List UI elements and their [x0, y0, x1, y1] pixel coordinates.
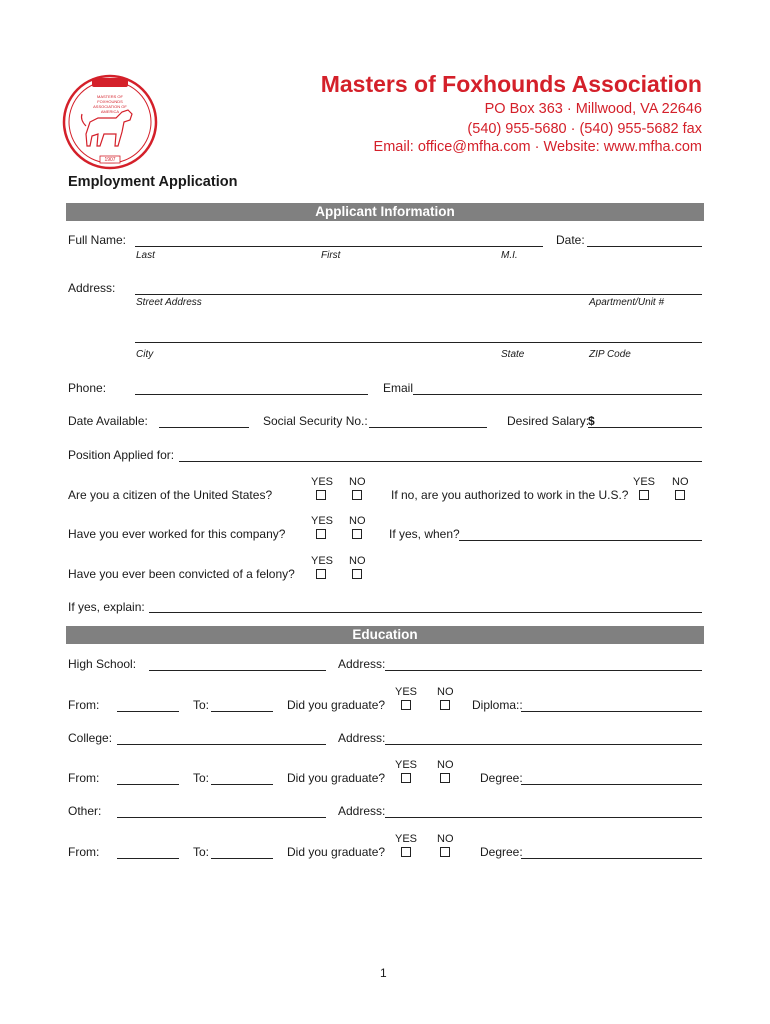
- felony-no-label: NO: [349, 555, 366, 567]
- authorized-yes-checkbox[interactable]: [639, 490, 649, 500]
- felony-question: Have you ever been convicted of a felony?: [68, 567, 295, 581]
- other-from-label: From:: [68, 845, 100, 859]
- salary-label: Desired Salary:: [507, 414, 590, 428]
- high-school-address-label: Address:: [338, 657, 386, 671]
- section-bar-education: [66, 626, 704, 644]
- section-title-applicant: Applicant Information: [315, 204, 455, 219]
- org-name: Masters of Foxhounds Association: [320, 71, 702, 97]
- street-address-hint: Street Address: [136, 297, 202, 308]
- college-grad-yes-label: YES: [395, 759, 418, 771]
- when-label: If yes, when?: [389, 527, 460, 541]
- citizen-question: Are you a citizen of the United States?: [68, 488, 273, 502]
- form-title: Employment Application: [68, 174, 238, 190]
- other-school-field[interactable]: [117, 817, 326, 818]
- college-label: College:: [68, 731, 113, 745]
- college-to-label: To:: [193, 771, 210, 785]
- full-name-label: Full Name:: [68, 233, 127, 247]
- other-label: Other:: [68, 804, 102, 818]
- full-name-field[interactable]: [135, 246, 543, 247]
- high-school-address-field[interactable]: [385, 670, 702, 671]
- worked-no-label: NO: [349, 515, 366, 527]
- seal-logo-icon: [62, 74, 158, 170]
- worked-yes-checkbox[interactable]: [316, 529, 326, 539]
- page-number: 1: [380, 966, 387, 980]
- felony-yes-label: YES: [311, 555, 334, 567]
- hs-grad-yes-label: YES: [395, 686, 418, 698]
- explain-field[interactable]: [149, 612, 702, 613]
- worked-no-checkbox[interactable]: [352, 529, 362, 539]
- state-hint: State: [501, 349, 525, 360]
- date-available-field[interactable]: [159, 427, 249, 428]
- other-address-label: Address:: [338, 804, 386, 818]
- city-state-zip-field[interactable]: [135, 342, 702, 343]
- city-hint: City: [136, 349, 154, 360]
- other-degree-field[interactable]: [521, 858, 702, 859]
- other-grad-yes-checkbox[interactable]: [401, 847, 411, 857]
- apartment-hint: Apartment/Unit #: [589, 297, 665, 308]
- hs-to-label: To:: [193, 698, 210, 712]
- salary-field[interactable]: [588, 427, 702, 428]
- citizen-no-checkbox[interactable]: [352, 490, 362, 500]
- position-label: Position Applied for:: [68, 448, 175, 462]
- college-from-label: From:: [68, 771, 100, 785]
- other-graduate-question: Did you graduate?: [287, 845, 386, 859]
- diploma-field[interactable]: [521, 711, 702, 712]
- seal-text: MASTERS OF FOXHOUNDS ASSOCIATION OF AMERICA: [93, 94, 127, 114]
- last-name-hint: Last: [136, 250, 155, 261]
- date-available-label: Date Available:: [68, 414, 148, 428]
- college-grad-yes-checkbox[interactable]: [401, 773, 411, 783]
- authorized-no-label: NO: [672, 476, 689, 488]
- college-graduate-question: Did you graduate?: [287, 771, 386, 785]
- address-label: Address:: [68, 281, 116, 295]
- first-name-hint: First: [321, 250, 341, 261]
- college-degree-field[interactable]: [521, 784, 702, 785]
- section-bar-applicant: [66, 203, 704, 221]
- other-from-field[interactable]: [117, 858, 179, 859]
- felony-no-checkbox[interactable]: [352, 569, 362, 579]
- college-field[interactable]: [117, 744, 326, 745]
- hs-from-label: From:: [68, 698, 100, 712]
- ssn-label: Social Security No.:: [263, 414, 368, 428]
- position-field[interactable]: [179, 461, 702, 462]
- other-grad-no-label: NO: [437, 833, 454, 845]
- college-address-field[interactable]: [385, 744, 702, 745]
- middle-initial-hint: M.I.: [501, 250, 518, 261]
- authorized-yes-label: YES: [633, 476, 656, 488]
- college-degree-label: Degree:: [480, 771, 523, 785]
- high-school-label: High School:: [68, 657, 137, 671]
- org-address: PO Box 363 · Millwood, VA 22646: [484, 101, 702, 117]
- citizen-no-label: NO: [349, 476, 366, 488]
- section-title-education: Education: [352, 627, 418, 642]
- other-address-field[interactable]: [385, 817, 702, 818]
- citizen-yes-label: YES: [311, 476, 334, 488]
- college-grad-no-checkbox[interactable]: [440, 773, 450, 783]
- felony-yes-checkbox[interactable]: [316, 569, 326, 579]
- other-to-label: To:: [193, 845, 210, 859]
- hs-to-field[interactable]: [211, 711, 273, 712]
- phone-label: Phone:: [68, 381, 107, 395]
- hs-grad-yes-checkbox[interactable]: [401, 700, 411, 710]
- other-to-field[interactable]: [211, 858, 273, 859]
- other-degree-label: Degree:: [480, 845, 523, 859]
- zip-hint: ZIP Code: [589, 349, 631, 360]
- worked-yes-label: YES: [311, 515, 334, 527]
- seal-year: 1907: [104, 157, 116, 163]
- email-label: Email: [383, 381, 414, 395]
- hs-from-field[interactable]: [117, 711, 179, 712]
- college-grad-no-label: NO: [437, 759, 454, 771]
- worked-question: Have you ever worked for this company?: [68, 527, 286, 541]
- authorized-no-checkbox[interactable]: [675, 490, 685, 500]
- phone-field[interactable]: [135, 394, 368, 395]
- college-address-label: Address:: [338, 731, 386, 745]
- when-field[interactable]: [459, 540, 702, 541]
- hs-grad-no-label: NO: [437, 686, 454, 698]
- authorized-question: If no, are you authorized to work in the U.S.?: [391, 488, 629, 502]
- date-field[interactable]: [587, 246, 702, 247]
- association-seal: [62, 74, 158, 170]
- other-grad-no-checkbox[interactable]: [440, 847, 450, 857]
- date-label: Date:: [556, 233, 585, 247]
- explain-label: If yes, explain:: [68, 600, 145, 614]
- college-from-field[interactable]: [117, 784, 179, 785]
- salary-currency-symbol: $: [588, 414, 595, 428]
- citizen-yes-checkbox[interactable]: [316, 490, 326, 500]
- hs-graduate-question: Did you graduate?: [287, 698, 386, 712]
- college-to-field[interactable]: [211, 784, 273, 785]
- high-school-field[interactable]: [149, 670, 326, 671]
- email-field[interactable]: [413, 394, 702, 395]
- org-contact: Email: office@mfha.com · Website: www.mfha.com: [373, 139, 702, 155]
- org-phones: (540) 955-5680 · (540) 955-5682 fax: [467, 121, 702, 137]
- ssn-field[interactable]: [369, 427, 487, 428]
- hs-grad-no-checkbox[interactable]: [440, 700, 450, 710]
- diploma-label: Diploma::: [472, 698, 523, 712]
- other-grad-yes-label: YES: [395, 833, 418, 845]
- street-address-field[interactable]: [135, 294, 702, 295]
